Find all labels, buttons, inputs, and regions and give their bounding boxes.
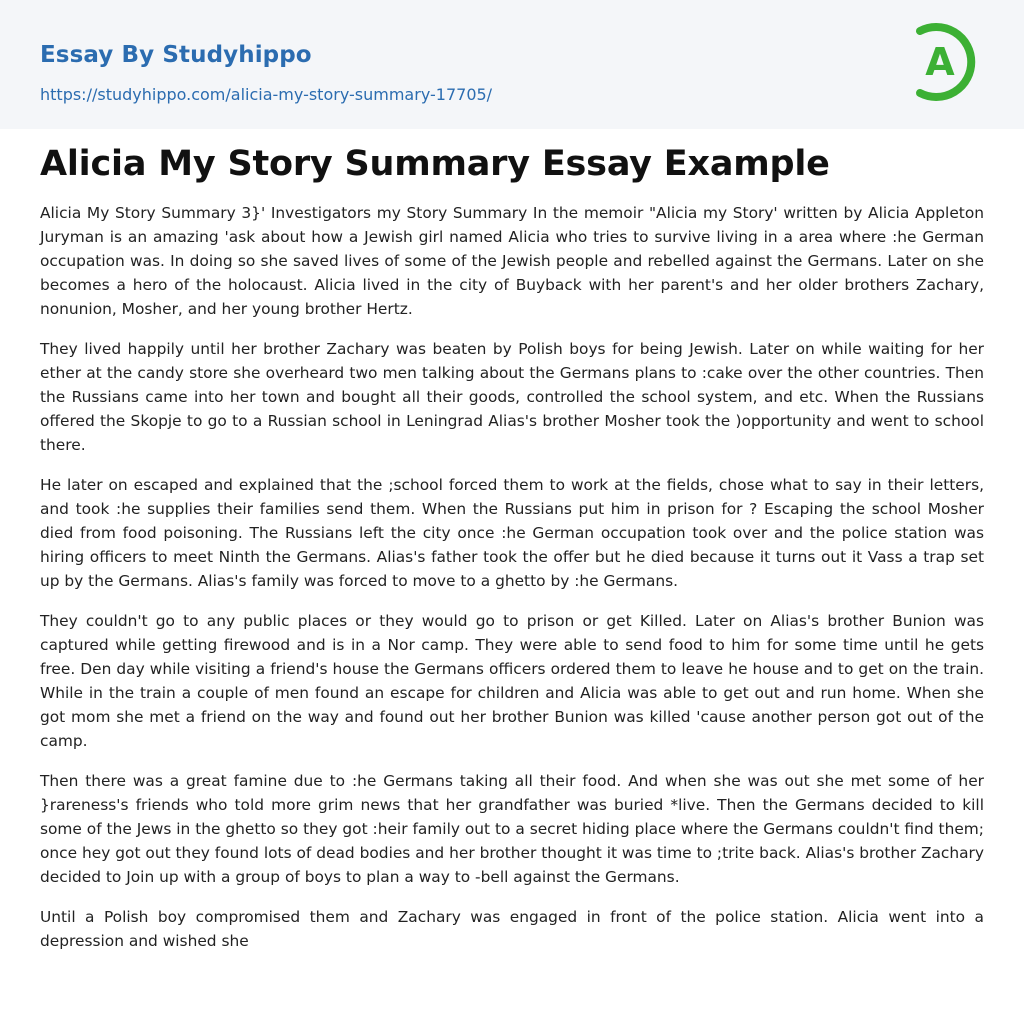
logo-letter: A bbox=[925, 40, 955, 84]
studyhippo-logo-icon[interactable] bbox=[912, 18, 986, 106]
essay-body bbox=[40, 201, 984, 969]
essay-paragraph: Until a Polish boy compromised them and Zachary was engaged in front of the police station. Alicia went into a depression and wished she bbox=[40, 908, 984, 950]
essay-paragraph: Alicia My Story Summary 3}' Investigators my Story Summary In the memoir "Alicia my Story' written by Alicia Appleton Juryman is an amazing 'ask about how a Jewish girl named Alicia who tries to survive living in a area where :he German occupation was. In doing so she saved lives of some of the Jewish people and rebelled against the Germans. Later on she becomes a hero of the holocaust. Alicia lived in the city of Buyback with her parent's and her older brothers Zachary, nonunion, Mosher, and her young brother Hertz. bbox=[40, 204, 984, 318]
essay-paragraph: He later on escaped and explained that the ;school forced them to work at the fields, chose what to say in their letters, and took :he supplies their families send them. When the Russians put him in prison for ? Escaping the school Mosher died from food poisoning. The Russians left the city once :he German occupation took over and the police station was hiring officers to meet Ninth the Germans. Alias's father took the offer but he died because it turns out it Vass a trap set up by the Germans. Alias's family was forced to move to a ghetto by :he Germans. bbox=[40, 476, 984, 590]
page-title: Alicia My Story Summary Essay Example bbox=[40, 144, 830, 184]
site-header bbox=[0, 0, 1024, 129]
essay-paragraph: They lived happily until her brother Zachary was beaten by Polish boys for being Jewish. Later on while waiting for her ether at the candy store she overheard two men talking about the Germans plans to :cake over the other countries. Then the Russians came into her town and bought all their goods, controlled the school system, and etc. When the Russians offered the Skopje to go to a Russian school in Leningrad Alias's brother Mosher took the )opportunity and went to school there. bbox=[40, 340, 984, 454]
essay-paragraph: They couldn't go to any public places or they would go to prison or get Killed. Later on Alias's brother Bunion was captured while getting firewood and is in a Nor camp. They were able to send food to him for some time until he gets free. Den day while visiting a friend's house the Germans officers ordered them to leave he house and to get on the train. While in the train a couple of men found an escape for children and Alicia was able to get out and run home. When she got mom she met a friend on the way and found out her brother Bunion was killed 'cause another person got out of the camp. bbox=[40, 612, 984, 750]
site-brand[interactable]: Essay By Studyhippo bbox=[40, 42, 312, 68]
page-url-link[interactable]: https://studyhippo.com/alicia-my-story-summary-17705/ bbox=[40, 85, 493, 104]
essay-paragraph: Then there was a great famine due to :he Germans taking all their food. And when she was out she met some of her }rareness's friends who told more grim news that her grandfather was buried *live. Then the Germans decided to kill some of the Jews in the ghetto so they got :heir family out to a secret hiding place where the Germans couldn't find them; once hey got out they found lots of dead bodies and her brother thought it was time to ;trite back. Alias's brother Zachary decided to Join up with a group of boys to plan a way to -bell against the Germans. bbox=[40, 772, 984, 886]
